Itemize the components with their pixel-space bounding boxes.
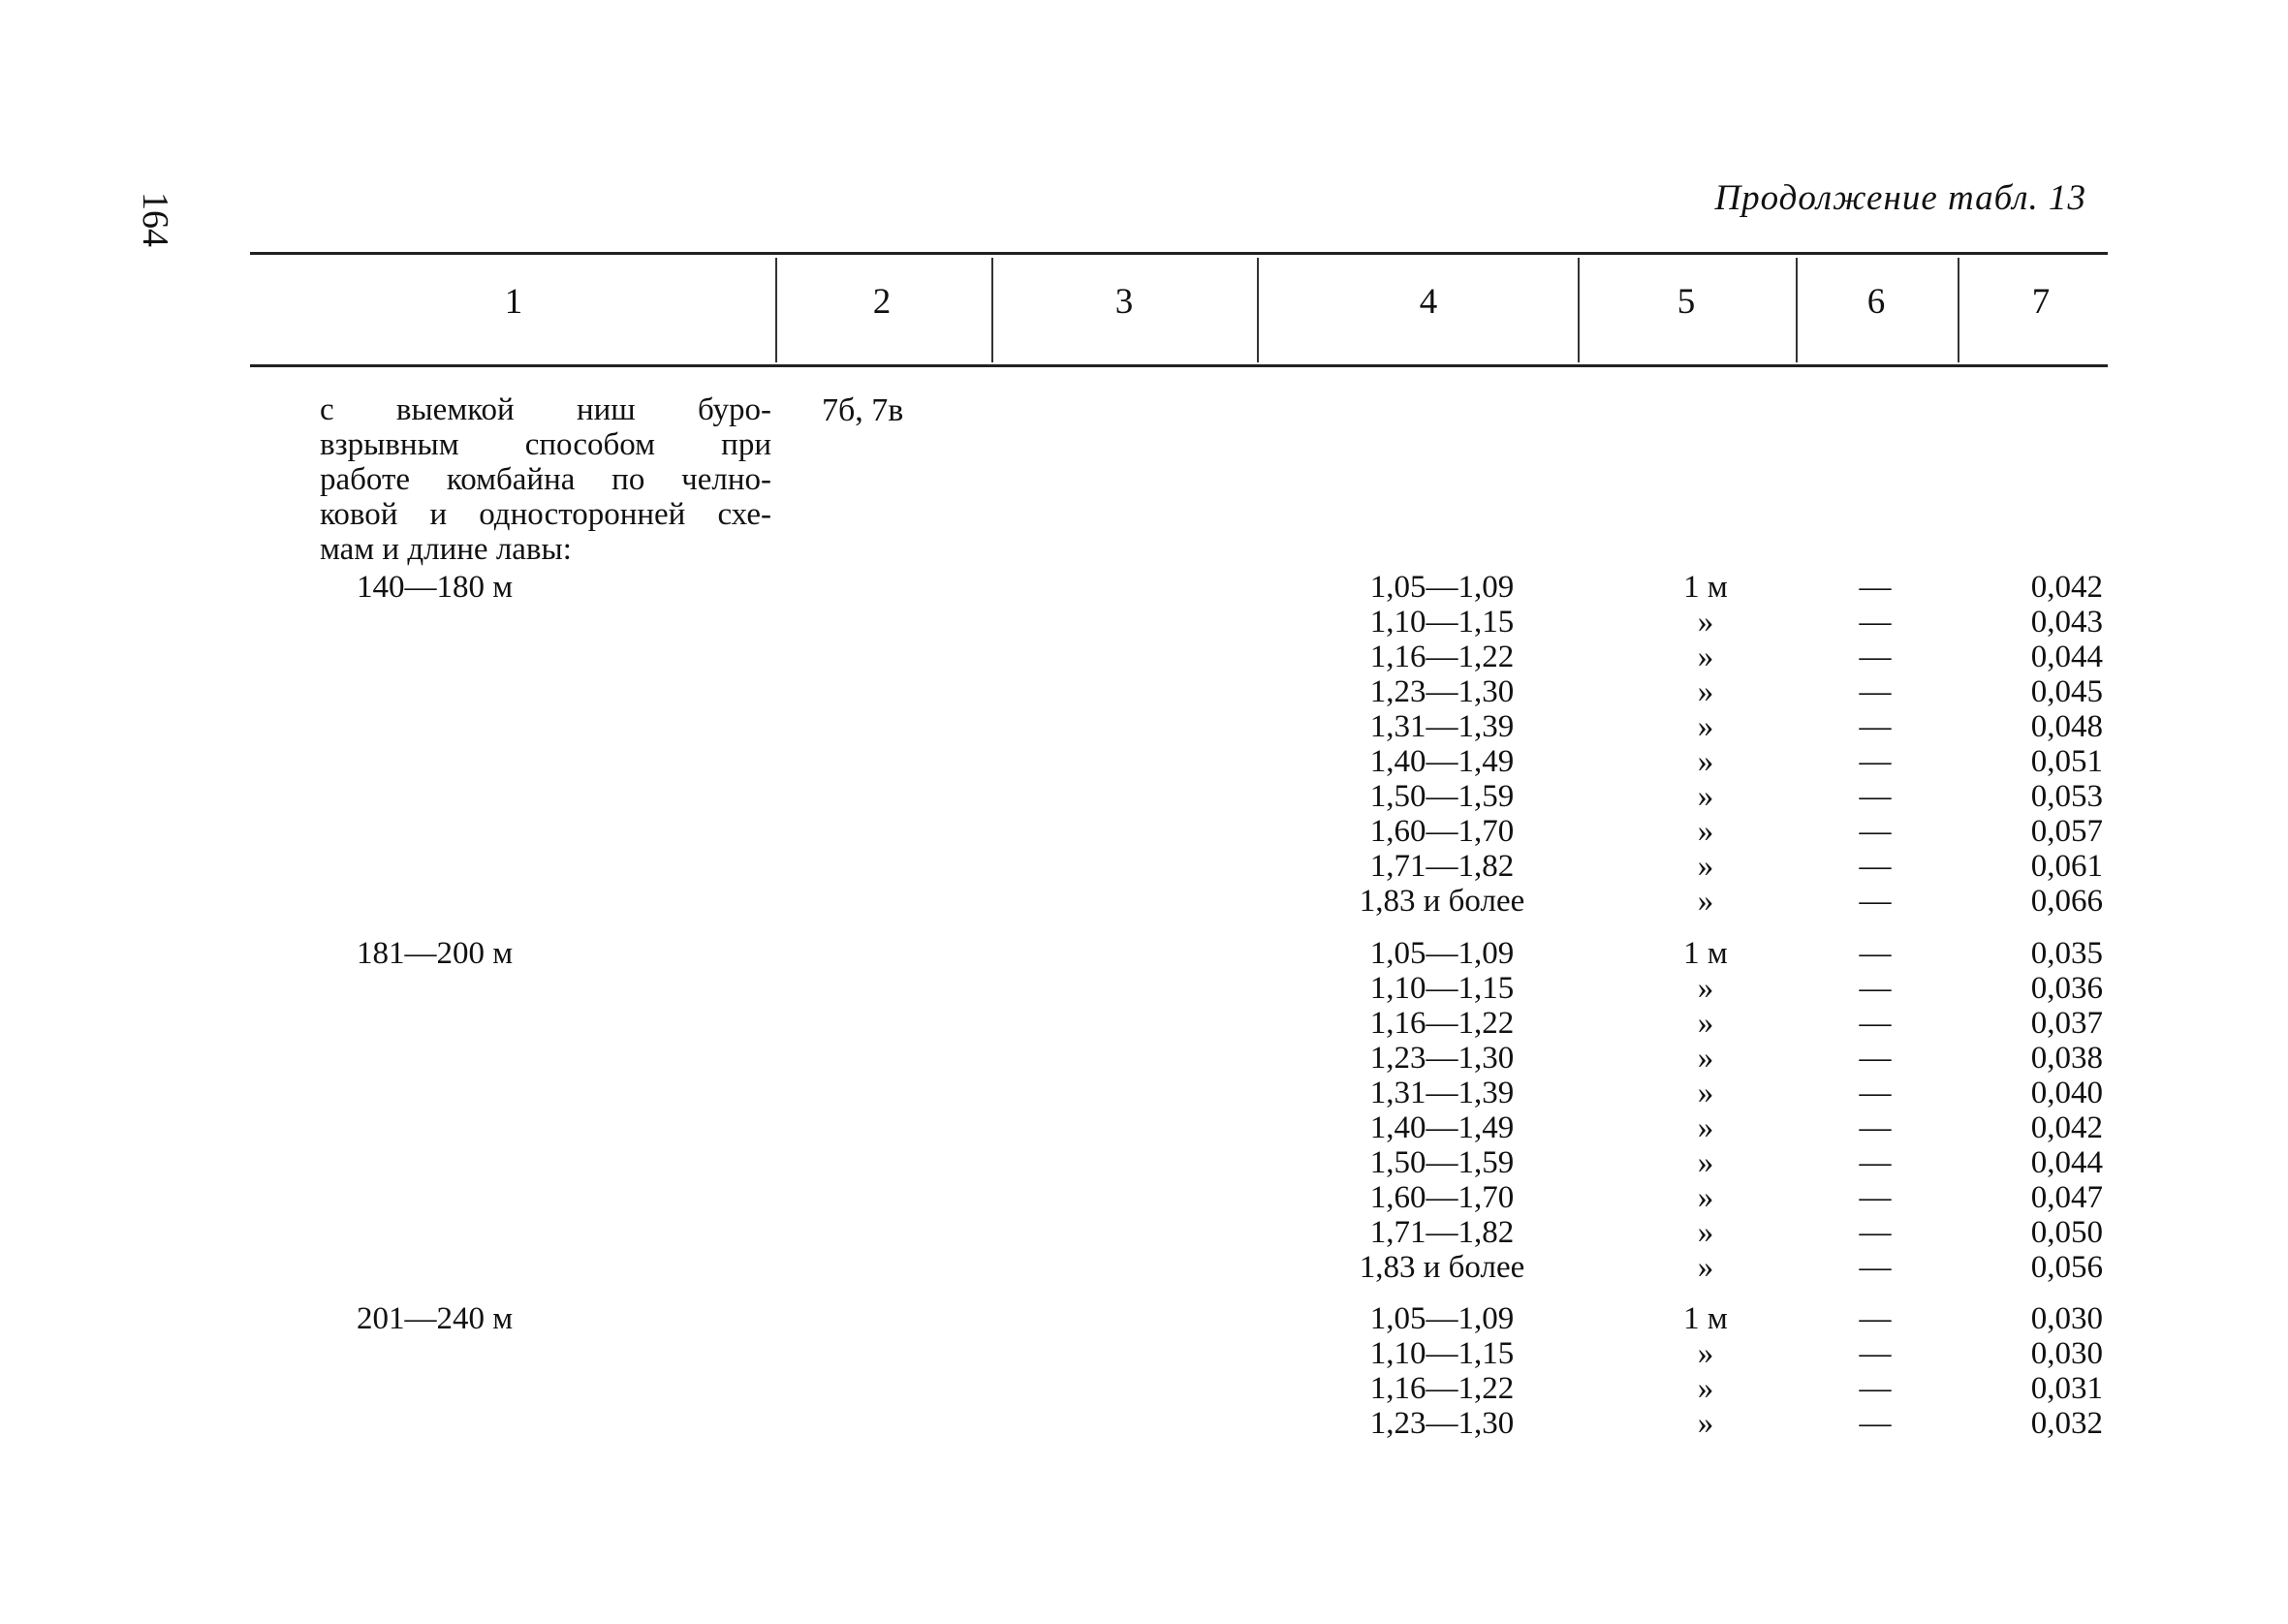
dash-cell: — [1859, 779, 1892, 814]
description-line: ковой и односторонней схе- [320, 497, 771, 532]
value-cell: 0,032 [2030, 1406, 2103, 1441]
value-cell: 0,042 [2030, 570, 2103, 605]
range-cell: 1,71—1,82 [1369, 849, 1515, 884]
dash-cell: — [1859, 744, 1892, 779]
group-label: 201—240 м [357, 1301, 514, 1336]
table-row [0, 1110, 2288, 1145]
table-row [0, 1215, 2288, 1250]
dash-cell: — [1859, 1371, 1892, 1406]
unit-cell: » [1697, 1180, 1714, 1215]
range-cell: 1,31—1,39 [1369, 709, 1515, 744]
dash-cell: — [1859, 814, 1892, 849]
range-cell: 1,05—1,09 [1369, 570, 1515, 605]
table-row [0, 971, 2288, 1006]
table-row [0, 674, 2288, 709]
column-divider [775, 258, 777, 362]
unit-cell: » [1697, 884, 1714, 919]
range-cell: 1,16—1,22 [1369, 640, 1515, 674]
column-divider [1796, 258, 1798, 362]
unit-cell: » [1697, 779, 1714, 814]
dash-cell: — [1859, 1041, 1892, 1076]
value-cell: 0,038 [2030, 1041, 2103, 1076]
value-cell: 0,045 [2030, 674, 2103, 709]
unit-cell: » [1697, 1336, 1714, 1371]
unit-cell: » [1697, 1110, 1714, 1145]
header-col-3: 3 [1114, 282, 1134, 322]
dash-cell: — [1859, 884, 1892, 919]
row-description [320, 392, 771, 567]
range-cell: 1,83 и более [1359, 884, 1525, 919]
description-line: взрывным способом при [320, 427, 771, 462]
value-cell: 0,040 [2030, 1076, 2103, 1110]
table-row [0, 936, 2288, 971]
unit-cell: » [1697, 1215, 1714, 1250]
column-divider [991, 258, 993, 362]
table-row [0, 1301, 2288, 1336]
unit-cell: » [1697, 849, 1714, 884]
dash-cell: — [1859, 1145, 1892, 1180]
range-cell: 1,31—1,39 [1369, 1076, 1515, 1110]
value-cell: 0,056 [2030, 1250, 2103, 1285]
unit-cell: 1 м [1683, 570, 1728, 605]
figure-reference: 7б, 7в [822, 392, 904, 428]
unit-cell: 1 м [1683, 1301, 1728, 1336]
dash-cell: — [1859, 849, 1892, 884]
range-cell: 1,05—1,09 [1369, 1301, 1515, 1336]
dash-cell: — [1859, 570, 1892, 605]
table-caption: Продолжение табл. 13 [1714, 178, 2086, 218]
dash-cell: — [1859, 1180, 1892, 1215]
dash-cell: — [1859, 1336, 1892, 1371]
dash-cell: — [1859, 1006, 1892, 1041]
value-cell: 0,057 [2030, 814, 2103, 849]
value-cell: 0,047 [2030, 1180, 2103, 1215]
header-col-2: 2 [872, 282, 892, 322]
table-row [0, 1076, 2288, 1110]
value-cell: 0,048 [2030, 709, 2103, 744]
value-cell: 0,053 [2030, 779, 2103, 814]
range-cell: 1,50—1,59 [1369, 779, 1515, 814]
table-row [0, 744, 2288, 779]
value-cell: 0,044 [2030, 1145, 2103, 1180]
header-col-7: 7 [2031, 282, 2051, 322]
column-divider [1578, 258, 1580, 362]
range-cell: 1,23—1,30 [1369, 1406, 1515, 1441]
unit-cell: » [1697, 640, 1714, 674]
table-row [0, 640, 2288, 674]
value-cell: 0,051 [2030, 744, 2103, 779]
column-divider [1257, 258, 1259, 362]
unit-cell: » [1697, 1076, 1714, 1110]
header-top-rule [250, 252, 2108, 255]
value-cell: 0,042 [2030, 1110, 2103, 1145]
unit-cell: » [1697, 1250, 1714, 1285]
unit-cell: » [1697, 1041, 1714, 1076]
unit-cell: » [1697, 605, 1714, 640]
dash-cell: — [1859, 1250, 1892, 1285]
value-cell: 0,030 [2030, 1301, 2103, 1336]
group-label: 140—180 м [357, 570, 514, 605]
range-cell: 1,40—1,49 [1369, 1110, 1515, 1145]
unit-cell: » [1697, 709, 1714, 744]
value-cell: 0,050 [2030, 1215, 2103, 1250]
dash-cell: — [1859, 640, 1892, 674]
table-row [0, 1041, 2288, 1076]
dash-cell: — [1859, 1076, 1892, 1110]
dash-cell: — [1859, 1110, 1892, 1145]
description-line: работе комбайна по челно- [320, 462, 771, 497]
range-cell: 1,16—1,22 [1369, 1371, 1515, 1406]
table-row [0, 709, 2288, 744]
table-row [0, 1406, 2288, 1441]
value-cell: 0,035 [2030, 936, 2103, 971]
table-row [0, 814, 2288, 849]
value-cell: 0,036 [2030, 971, 2103, 1006]
dash-cell: — [1859, 709, 1892, 744]
table-row [0, 1250, 2288, 1285]
table-row [0, 849, 2288, 884]
range-cell: 1,60—1,70 [1369, 814, 1515, 849]
unit-cell: » [1697, 1145, 1714, 1180]
header-col-4: 4 [1419, 282, 1438, 322]
unit-cell: » [1697, 971, 1714, 1006]
page-number: 164 [135, 192, 175, 247]
dash-cell: — [1859, 1215, 1892, 1250]
table-row [0, 1006, 2288, 1041]
dash-cell: — [1859, 1406, 1892, 1441]
table-row [0, 884, 2288, 919]
unit-cell: » [1697, 1406, 1714, 1441]
value-cell: 0,061 [2030, 849, 2103, 884]
unit-cell: » [1697, 744, 1714, 779]
value-cell: 0,030 [2030, 1336, 2103, 1371]
group-label: 181—200 м [357, 936, 514, 971]
column-divider [1958, 258, 1959, 362]
value-cell: 0,044 [2030, 640, 2103, 674]
range-cell: 1,23—1,30 [1369, 1041, 1515, 1076]
range-cell: 1,83 и более [1359, 1250, 1525, 1285]
range-cell: 1,10—1,15 [1369, 971, 1515, 1006]
description-line: мам и длине лавы: [320, 532, 572, 567]
table-row [0, 1371, 2288, 1406]
range-cell: 1,23—1,30 [1369, 674, 1515, 709]
header-col-5: 5 [1677, 282, 1696, 322]
table-row [0, 1336, 2288, 1371]
table-row [0, 779, 2288, 814]
range-cell: 1,40—1,49 [1369, 744, 1515, 779]
header-bottom-rule [250, 364, 2108, 367]
table-row [0, 605, 2288, 640]
value-cell: 0,066 [2030, 884, 2103, 919]
unit-cell: » [1697, 1006, 1714, 1041]
unit-cell: » [1697, 814, 1714, 849]
range-cell: 1,16—1,22 [1369, 1006, 1515, 1041]
range-cell: 1,50—1,59 [1369, 1145, 1515, 1180]
table-row [0, 1180, 2288, 1215]
value-cell: 0,037 [2030, 1006, 2103, 1041]
dash-cell: — [1859, 1301, 1892, 1336]
unit-cell: 1 м [1683, 936, 1728, 971]
description-line: с выемкой ниш буро- [320, 392, 771, 427]
range-cell: 1,71—1,82 [1369, 1215, 1515, 1250]
dash-cell: — [1859, 971, 1892, 1006]
unit-cell: » [1697, 1371, 1714, 1406]
header-col-6: 6 [1866, 282, 1886, 322]
value-cell: 0,031 [2030, 1371, 2103, 1406]
dash-cell: — [1859, 605, 1892, 640]
dash-cell: — [1859, 674, 1892, 709]
header-col-1: 1 [504, 282, 523, 322]
range-cell: 1,10—1,15 [1369, 605, 1515, 640]
range-cell: 1,05—1,09 [1369, 936, 1515, 971]
table-row [0, 1145, 2288, 1180]
range-cell: 1,60—1,70 [1369, 1180, 1515, 1215]
unit-cell: » [1697, 674, 1714, 709]
range-cell: 1,10—1,15 [1369, 1336, 1515, 1371]
value-cell: 0,043 [2030, 605, 2103, 640]
table-row [0, 570, 2288, 605]
dash-cell: — [1859, 936, 1892, 971]
